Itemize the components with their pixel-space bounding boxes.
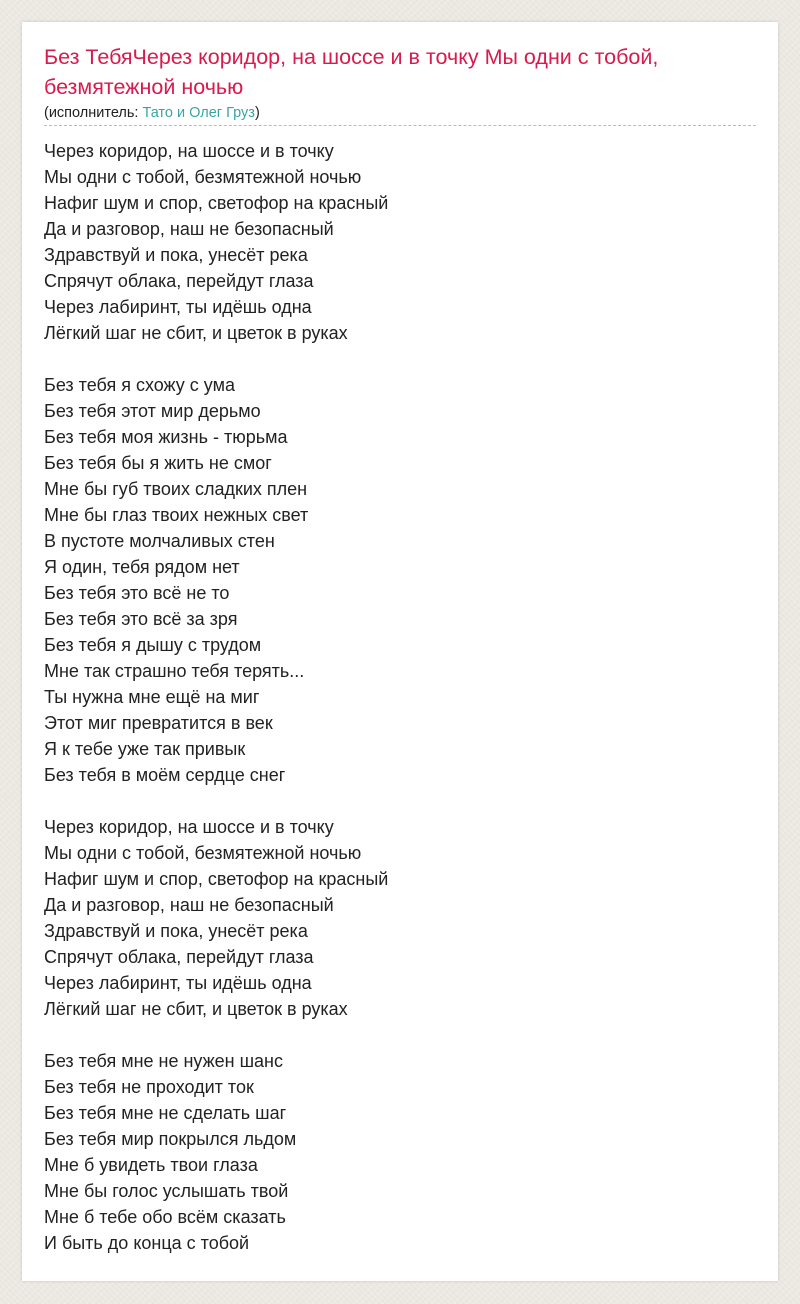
lyric-line: Без тебя моя жизнь - тюрьма bbox=[44, 427, 288, 447]
lyric-line: Нафиг шум и спор, светофор на красный bbox=[44, 869, 389, 889]
lyric-line: Этот миг превратится в век bbox=[44, 713, 273, 733]
lyric-line: Я к тебе уже так привык bbox=[44, 739, 246, 759]
lyric-line: Мне так страшно тебя терять... bbox=[44, 661, 305, 681]
lyric-line: Мне бы губ твоих сладких плен bbox=[44, 479, 308, 499]
lyric-line: Нафиг шум и спор, светофор на красный bbox=[44, 193, 389, 213]
lyric-line: Лёгкий шаг не сбит, и цветок в руках bbox=[44, 323, 348, 343]
lyric-line: Мне бы голос услышать твой bbox=[44, 1181, 289, 1201]
lyric-line: Мы одни с тобой, безмятежной ночью bbox=[44, 843, 362, 863]
lyric-line: Да и разговор, наш не безопасный bbox=[44, 219, 334, 239]
lyric-line: Через лабиринт, ты идёшь одна bbox=[44, 973, 312, 993]
lyric-line: Спрячут облака, перейдут глаза bbox=[44, 271, 314, 291]
lyric-line: Через коридор, на шоссе и в точку bbox=[44, 141, 334, 161]
lyric-line: Мне бы глаз твоих нежных свет bbox=[44, 505, 309, 525]
lyrics-stanza bbox=[44, 138, 756, 346]
artist-info bbox=[44, 104, 756, 126]
lyric-line: Здравствуй и пока, унесёт река bbox=[44, 921, 308, 941]
lyric-line: Без тебя мне не сделать шаг bbox=[44, 1103, 287, 1123]
lyric-line: Я один, тебя рядом нет bbox=[44, 557, 240, 577]
lyric-line: В пустоте молчаливых стен bbox=[44, 531, 275, 551]
artist-prefix: (исполнитель: bbox=[44, 105, 143, 121]
lyric-line: Да и разговор, наш не безопасный bbox=[44, 895, 334, 915]
lyric-line: Мы одни с тобой, безмятежной ночью bbox=[44, 167, 362, 187]
lyric-line: Ты нужна мне ещё на миг bbox=[44, 687, 260, 707]
lyric-line: Через лабиринт, ты идёшь одна bbox=[44, 297, 312, 317]
lyric-line: Спрячут облака, перейдут глаза bbox=[44, 947, 314, 967]
artist-link[interactable]: Тато и Олег Груз bbox=[142, 105, 255, 121]
lyric-line: Без тебя я схожу с ума bbox=[44, 375, 235, 395]
lyric-line: Мне б тебе обо всём сказать bbox=[44, 1207, 286, 1227]
lyric-line: Без тебя не проходит ток bbox=[44, 1077, 254, 1097]
lyrics-text bbox=[44, 138, 756, 1256]
lyrics-stanza bbox=[44, 814, 756, 1022]
lyric-line: И быть до конца с тобой bbox=[44, 1233, 250, 1253]
lyrics-stanza bbox=[44, 372, 756, 788]
artist-suffix: ) bbox=[254, 105, 260, 121]
lyric-line: Без тебя этот мир дерьмо bbox=[44, 401, 261, 421]
lyric-line: Мне б увидеть твои глаза bbox=[44, 1155, 258, 1175]
lyric-line: Без тебя в моём сердце снег bbox=[44, 765, 286, 785]
lyrics-stanza bbox=[44, 1048, 756, 1256]
lyric-line: Через коридор, на шоссе и в точку bbox=[44, 817, 334, 837]
lyric-line: Без тебя бы я жить не смог bbox=[44, 453, 272, 473]
lyric-line: Без тебя мне не нужен шанс bbox=[44, 1051, 284, 1071]
lyric-line: Без тебя это всё за зря bbox=[44, 609, 238, 629]
song-title: Без ТебяЧерез коридор, на шоссе и в точку Мы одни с тобой, безмятежной ночью bbox=[44, 45, 659, 99]
lyric-line: Без тебя это всё не то bbox=[44, 583, 230, 603]
lyric-line: Здравствуй и пока, унесёт река bbox=[44, 245, 308, 265]
lyrics-card bbox=[22, 22, 778, 1281]
lyric-line: Без тебя мир покрылся льдом bbox=[44, 1129, 297, 1149]
lyric-line: Лёгкий шаг не сбит, и цветок в руках bbox=[44, 999, 348, 1019]
lyric-line: Без тебя я дышу с трудом bbox=[44, 635, 262, 655]
